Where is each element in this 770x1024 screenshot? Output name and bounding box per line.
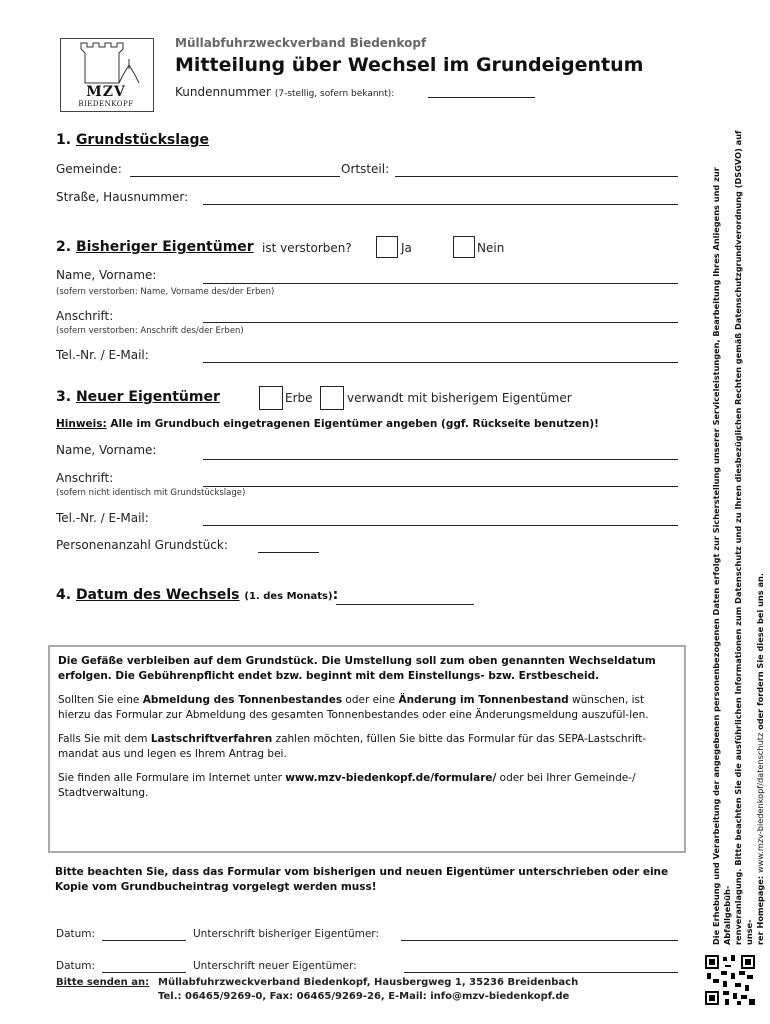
info-paragraph-2: Sollten Sie eine Abmeldung des Tonnenbestandes oder eine Änderung im Tonnenbestand wünschen, ist hierzu das Formular zur Abmeldung des gesamten Tonnenbestandes oder eine Änderungsmeldung auszufül-len. [58, 694, 649, 721]
qr-code-graphic [705, 955, 755, 1005]
verwandt-checkbox[interactable] [320, 386, 344, 410]
section-3-number: 3. [56, 389, 72, 405]
datum-label-2: Datum: [56, 960, 96, 972]
section-4-hint: (1. des Monats) [244, 591, 333, 602]
verwandt-label: verwandt mit bisherigem Eigentümer [347, 391, 572, 405]
datum-label-1: Datum: [56, 928, 96, 940]
info-paragraph-4: Sie finden alle Formulare im Internet unter www.mzv-biedenkopf.de/formulare/ oder bei Ihrer Gemeinde-/ Stadtverwaltung. [58, 772, 636, 799]
unterschrift-neu-field[interactable] [404, 972, 678, 973]
verstorben-nein-checkbox[interactable] [453, 236, 475, 258]
neu-tel-field[interactable] [203, 525, 678, 526]
strasse-label: Straße, Hausnummer: [56, 190, 189, 204]
gemeinde-label: Gemeinde: [56, 162, 122, 176]
datenschutz-line-2: renveranlagung. Bitte beachten Sie die ausführlichen Informationen zum Datenschutz und zu Ihren diesbezüglichen Rechten gemäß Datenschutzgrundverordnung (DSGVO) auf unse- [733, 130, 754, 945]
section-1-title: Grundstückslage [75, 132, 209, 148]
gemeinde-field[interactable] [130, 176, 340, 177]
hinweis [56, 418, 599, 430]
personen-label: Personenanzahl Grundstück: [56, 538, 228, 552]
info-paragraph-1: Die Gefäße verbleiben auf dem Grundstück. Die Umstellung soll zum oben genannten Wechseldatum erfolgen. Die Gebührenpflicht endet bzw. beginnt mit dem Einstellungs- bzw. Erstbescheid. [58, 655, 656, 682]
datum-field-1[interactable] [102, 940, 186, 941]
datenschutz-notice [711, 125, 766, 945]
verstorben-ja-checkbox[interactable] [376, 236, 398, 258]
unterschrift-alt-label: Unterschrift bisheriger Eigentümer: [193, 928, 379, 940]
info-paragraph-3: Falls Sie mit dem Lastschriftverfahren zahlen möchten, füllen Sie bitte das Formular für das SEPA-Lastschrift-mandat aus und legen es Ihrem Antrag bei. [58, 733, 647, 760]
hinweis-label: Hinweis: [56, 418, 107, 430]
send-contact: Tel.: 06465/9269-0, Fax: 06465/9269-26, E-Mail: info@mzv-biedenkopf.de [158, 991, 570, 1002]
section-2-title: Bisheriger Eigentümer [75, 239, 254, 255]
erbe-label: Erbe [285, 391, 313, 405]
alt-name-hint: (sofern verstorben: Name, Vorname des/der Erben) [56, 287, 275, 297]
datenschutz-line-1: Die Erhebung und Verarbeitung der angegebenen personenbezogenen Daten erfolgt zur Sicherstellung unserer Serviceleistungen, Bearbeitung Ihres Anliegens und zur Abfallgebüh- [711, 167, 732, 945]
erbe-checkbox[interactable] [259, 386, 283, 410]
ja-label: Ja [401, 241, 412, 255]
neu-anschrift-label: Anschrift: [56, 471, 114, 485]
alt-name-field[interactable] [203, 283, 678, 284]
neu-name-field[interactable] [203, 459, 678, 460]
unterschrift-neu-label: Unterschrift neuer Eigentümer: [193, 960, 357, 972]
hinweis-text: Alle im Grundbuch eingetragenen Eigentümer angeben (ggf. Rückseite benutzen)! [110, 418, 599, 430]
section-1-heading [56, 132, 209, 148]
signature-warning: Bitte beachten Sie, dass das Formular vom bisherigen und neuen Eigentümer unterschrieben oder eine Kopie vom Grundbucheintrag vorgelegt werden muss! [55, 866, 669, 893]
kundennummer-label [175, 85, 394, 99]
kundennummer-hint: (7-stellig, sofern bekannt): [274, 89, 395, 99]
alt-name-label: Name, Vorname: [56, 268, 157, 282]
alt-tel-field[interactable] [203, 362, 678, 363]
neu-anschrift-hint: (sofern nicht identisch mit Grundstückslage) [56, 488, 246, 498]
section-2-number: 2. [56, 239, 72, 255]
alt-anschrift-field[interactable] [203, 322, 678, 323]
ortsteil-label: Ortsteil: [341, 162, 390, 176]
section-4-heading [56, 587, 338, 603]
qr-code-icon [705, 955, 755, 1005]
section-1-number: 1. [56, 132, 72, 148]
section-4-number: 4. [56, 587, 72, 603]
alt-anschrift-label: Anschrift: [56, 309, 114, 323]
send-address: Müllabfuhrzweckverband Biedenkopf, Hausbergweg 1, 35236 Breidenbach [158, 977, 579, 988]
nein-label: Nein [477, 241, 505, 255]
ortsteil-field[interactable] [395, 176, 678, 177]
personen-field[interactable] [258, 552, 319, 553]
info-box [48, 645, 686, 853]
neu-name-label: Name, Vorname: [56, 443, 157, 457]
logo-subtext: BIEDENKOPF [78, 100, 134, 108]
section-4-title: Datum des Wechsels [75, 587, 240, 603]
datum-field-2[interactable] [102, 972, 186, 973]
send-label: Bitte senden an: [56, 977, 150, 988]
neu-anschrift-field[interactable] [203, 486, 678, 487]
formulare-link[interactable]: www.mzv-biedenkopf.de/formulare/ [285, 772, 497, 784]
page-title: Mitteilung über Wechsel im Grundeigentum [175, 54, 644, 76]
neu-tel-label: Tel.-Nr. / E-Mail: [56, 511, 149, 525]
section-3-title: Neuer Eigentümer [75, 389, 220, 405]
alt-tel-label: Tel.-Nr. / E-Mail: [56, 348, 149, 362]
datenschutz-line-3: rer Homepage: www.mzv-biedenkopf/datenschutz oder fordern Sie diese bei uns an. [755, 573, 765, 945]
section-4-colon: : [332, 587, 339, 603]
section-2-heading [56, 239, 254, 255]
verstorben-question: ist verstorben? [262, 241, 352, 255]
logo-text: MZV [86, 84, 126, 100]
section-3-heading [56, 389, 220, 405]
alt-anschrift-hint: (sofern verstorben: Anschrift des/der Erben) [56, 326, 244, 336]
organisation-name: Müllabfuhrzweckverband Biedenkopf [175, 36, 427, 50]
unterschrift-alt-field[interactable] [401, 940, 678, 941]
strasse-field[interactable] [203, 204, 678, 205]
kundennummer-field[interactable] [428, 97, 535, 98]
kundennummer-text: Kundennummer [175, 85, 271, 99]
wechsel-datum-field[interactable] [336, 604, 474, 605]
